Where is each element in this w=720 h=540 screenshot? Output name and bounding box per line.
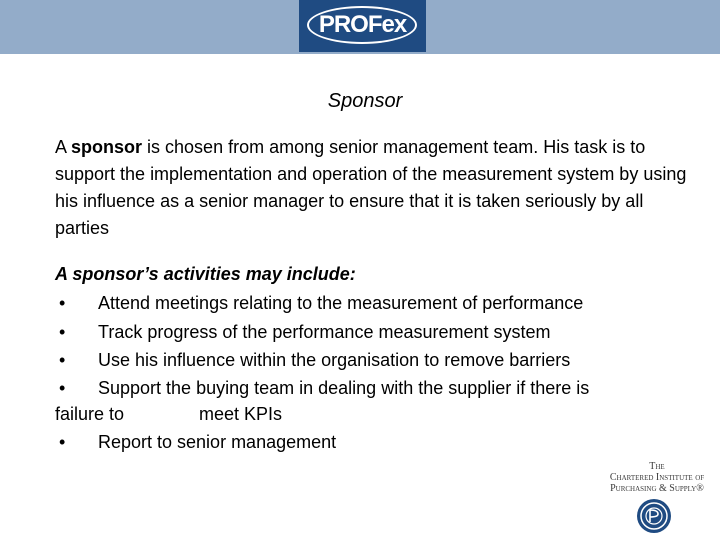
intro-paragraph [55, 134, 695, 242]
continuation-text-a: failure to [55, 404, 125, 424]
cips-line-3: Purchasing & Supply® [610, 483, 704, 494]
cips-line-2: Chartered Institute of [609, 472, 705, 483]
list-item-text: Support the buying team in dealing with the supplier if there is [98, 378, 590, 398]
logo-text: PROFex [318, 11, 407, 38]
header-band [0, 0, 720, 54]
intro-text-after: is chosen from among senior management team. His task is to support the implementation and operation of the measurement system by using his influence as a senior manager to ensure that it is taken seriously by all parties [55, 137, 687, 238]
cips-line-1: The [649, 461, 665, 472]
activities-heading: A sponsor’s activities may include: [55, 264, 356, 284]
bullet-icon: • [59, 432, 66, 452]
cips-logo-text [594, 461, 720, 494]
list-item-text: Use his influence within the organisation to remove barriers [98, 350, 571, 370]
cips-seal-icon [636, 498, 672, 534]
bullet-icon: • [59, 350, 66, 370]
list-item-text: Track progress of the performance measurement system [98, 322, 551, 342]
intro-text-before: A [55, 137, 72, 157]
bullet-icon: • [59, 293, 66, 313]
bullet-icon: • [59, 378, 66, 398]
profex-logo [299, 0, 426, 52]
bullet-icon: • [59, 322, 66, 342]
continuation-text-b: meet KPIs [199, 404, 283, 424]
list-item-text: Report to senior management [98, 432, 337, 452]
slide-title: Sponsor [327, 90, 403, 112]
list-item-text: Attend meetings relating to the measurement of performance [98, 293, 584, 313]
intro-text-bold: sponsor [71, 137, 143, 157]
